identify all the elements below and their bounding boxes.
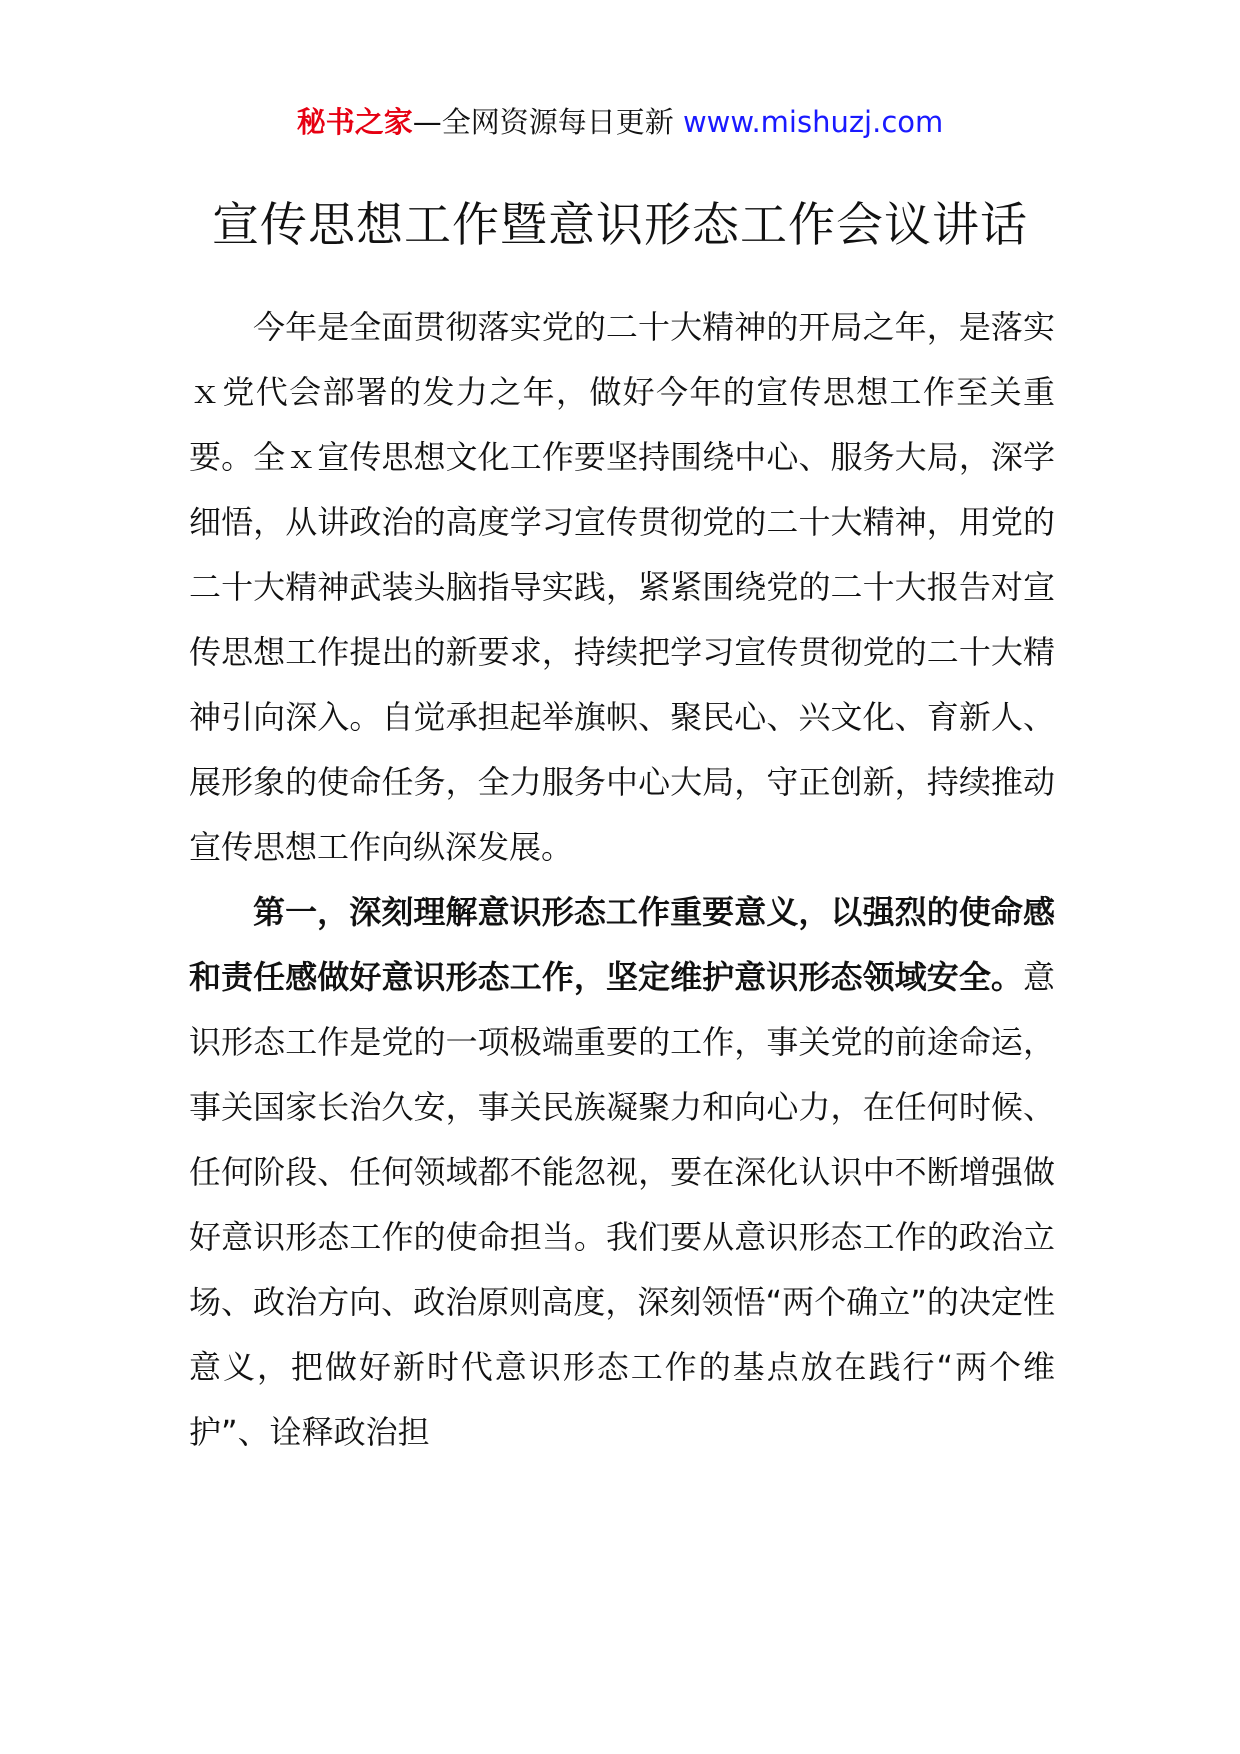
- document-title: 宣传思想工作暨意识形态工作会议讲话: [212, 198, 1028, 253]
- header-tagline: —全网资源每日更新: [412, 105, 683, 139]
- paragraph-intro: [189, 295, 1055, 880]
- document-body: [189, 295, 1055, 1465]
- paragraph-lead: 第一，深刻理解意识形态工作重要意义，以强烈的使命感和责任感做好意识形态工作，坚定维护意识形态领域安全。: [189, 893, 1055, 996]
- brand-name: 秘书之家: [296, 105, 413, 139]
- paragraph-text: 今年是全面贯彻落实党的二十大精神的开局之年，是落实ｘ党代会部署的发力之年，做好今年的宣传思想工作至关重要。全ｘ宣传思想文化工作要坚持围绕中心、服务大局，深学细悟，从讲政治的高度学习宣传贯彻党的二十大精神，用党的二十大精神武装头脑指导实践，紧紧围绕党的二十大报告对宣传思想工作提出的新要求，持续把学习宣传贯彻党的二十大精神引向深入。自觉承担起举旗帜、聚民心、兴文化、育新人、展形象的使命任务，全力服务中心大局，守正创新，持续推动宣传思想工作向纵深发展。: [189, 308, 1055, 866]
- site-url-link[interactable]: www.mishuzj.com: [682, 105, 944, 139]
- paragraph-text: 意识形态工作是党的一项极端重要的工作，事关党的前途命运，事关国家长治久安，事关民族凝聚力和向心力，在任何时候、任何阶段、任何领域都不能忽视，要在深化认识中不断增强做好意识形态工作的使命担当。我们要从意识形态工作的政治立场、政治方向、政治原则高度，深刻领悟“两个确立”的决定性意义，把做好新时代意识形态工作的基点放在践行“两个维护”、诠释政治担: [189, 958, 1055, 1451]
- site-header: [0, 100, 1240, 144]
- paragraph-first-point: [189, 880, 1055, 1465]
